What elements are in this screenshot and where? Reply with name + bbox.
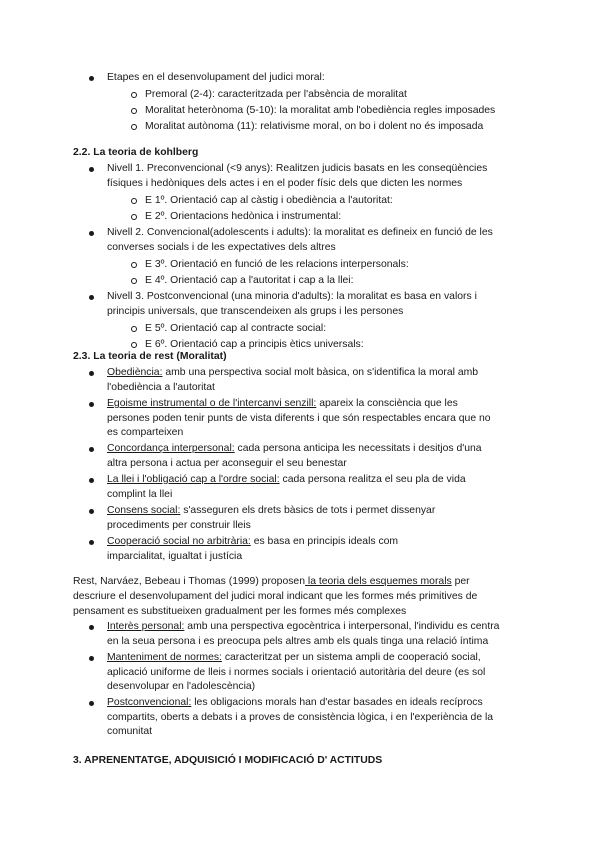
- schema-term: Postconvencional:: [107, 697, 192, 708]
- paragraph-line3: pensament es substitueixen gradualment per les formes més complexes: [73, 606, 407, 617]
- kohlberg-stage5: E 5º. Orientació cap al contracte social:: [145, 323, 327, 334]
- rest-item-2-line3: es comparteixen: [107, 427, 184, 438]
- bullet-marker: [89, 295, 94, 300]
- kohlberg-level3-line1: Nivell 3. Postconvencional (una minoria d'adults): la moralitat es basa en valors i: [107, 291, 477, 302]
- kohlberg-stage3: E 3º. Orientació en funció de les relacions interpersonals:: [145, 259, 409, 270]
- kohlberg-level1-line2: físiques i hedòniques dels actes i en el poder físic dels que dicten les normes: [107, 178, 463, 189]
- sub-bullet-marker: [131, 198, 137, 204]
- intro-item: Etapes en el desenvolupament del judici moral:: [107, 72, 325, 83]
- rest-term: La llei i l'obligació cap a l'ordre social:: [107, 474, 280, 485]
- bullet-marker: [89, 402, 94, 407]
- sub-bullet-marker: [131, 92, 137, 98]
- schema-item-1-line2: en la seua persona i es preocupa pels altres amb els quals tinga una relació íntima: [107, 636, 489, 647]
- bullet-marker: [89, 231, 94, 236]
- intro-sub-3: Moralitat autònoma (11): relativisme moral, on bo i dolent no és imposada: [145, 121, 484, 132]
- sub-bullet-marker: [131, 214, 137, 220]
- rest-item-3-line1: Concordança interpersonal: cada persona anticipa les necessitats i desitjos d'una: [107, 443, 482, 454]
- intro-sub-2: Moralitat heterònoma (5-10): la moralitat amb l'obediència regles imposades: [145, 105, 496, 116]
- rest-item-3-line2: altra persona i actua per aconseguir el seu benestar: [107, 458, 347, 469]
- bullet-marker: [89, 371, 94, 376]
- rest-item-1-line2: l'obediència a l'autoritat: [107, 382, 215, 393]
- kohlberg-stage4: E 4º. Orientació cap a l'autoritat i cap a la llei:: [145, 275, 354, 286]
- rest-item-6-line2: imparcialitat, igualtat i justícia: [107, 551, 243, 562]
- bullet-marker: [89, 656, 94, 661]
- sub-bullet-marker: [131, 326, 137, 332]
- rest-item-4-line1: La llei i l'obligació cap a l'ordre social: cada persona realitza el seu pla de vida: [107, 474, 466, 485]
- sub-bullet-marker: [131, 108, 137, 114]
- bullet-marker: [89, 478, 94, 483]
- schema-item-2-line3: desenvolupar en l'adolescència): [107, 681, 256, 692]
- rest-term: Consens social:: [107, 505, 181, 516]
- kohlberg-level2-line2: converses socials i de les expectatives dels altres: [107, 242, 336, 253]
- rest-item-1-line1: Obediència: amb una perspectiva social molt bàsica, on s'identifica la moral amb: [107, 367, 479, 378]
- rest-term: Concordança interpersonal:: [107, 443, 235, 454]
- kohlberg-level2-line1: Nivell 2. Convencional(adolescents i adults): la moralitat es defineix en funció de les: [107, 227, 493, 238]
- kohlberg-stage6: E 6º. Orientació cap a principis ètics universals:: [145, 339, 364, 350]
- bullet-marker: [89, 625, 94, 630]
- bullet-marker: [89, 509, 94, 514]
- schema-item-2-line1: Manteniment de normes: caracteritzat per un sistema ampli de cooperació social,: [107, 652, 481, 663]
- paragraph-line2: descriure el desenvolupament del judici moral indicant que les formes més primitives de: [73, 591, 478, 602]
- rest-item-2-line2: persones poden tenir punts de vista diferents i que són respectables encara que no: [107, 413, 491, 424]
- schema-item-2-line2: aplicació uniforme de lleis i normes socials i orientació autoritària del deure (es sol: [107, 667, 486, 678]
- bullet-marker: [89, 76, 94, 81]
- sub-bullet-marker: [131, 342, 137, 348]
- schema-term: Manteniment de normes:: [107, 652, 222, 663]
- rest-term: Cooperació social no arbitrària:: [107, 536, 251, 547]
- rest-term: Obediència:: [107, 367, 163, 378]
- sub-bullet-marker: [131, 262, 137, 268]
- kohlberg-stage2: E 2º. Orientacions hedònica i instrumental:: [145, 211, 342, 222]
- rest-item-5-line1: Consens social: s'asseguren els drets bàsics de tots i permet dissenyar: [107, 505, 436, 516]
- sub-bullet-marker: [131, 124, 137, 130]
- schema-item-1-line1: Interès personal: amb una perspectiva egocèntrica i interpersonal, l'individu es centra: [107, 621, 500, 632]
- bullet-marker: [89, 167, 94, 172]
- paragraph-term: la teoria dels esquemes morals: [305, 576, 452, 587]
- rest-item-4-line2: complint la llei: [107, 489, 173, 500]
- kohlberg-level3-line2: principis universals, que transcendeixen als grups i les persones: [107, 306, 404, 317]
- sub-bullet-marker: [131, 278, 137, 284]
- schema-term: Interès personal:: [107, 621, 185, 632]
- intro-sub-1: Premoral (2-4): caracteritzada per l'absència de moralitat: [145, 89, 407, 100]
- section3-heading: 3. APRENENTATGE, ADQUISICIÓ I MODIFICACIÓ D' ACTITUDS: [73, 755, 383, 766]
- rest-item-6-line1: Cooperació social no arbitrària: es basa en principis ideals com: [107, 536, 399, 547]
- bullet-marker: [89, 447, 94, 452]
- kohlberg-heading: 2.2. La teoria de kohlberg: [73, 147, 199, 158]
- kohlberg-stage1: E 1º. Orientació cap al càstig i obediència a l'autoritat:: [145, 195, 393, 206]
- schema-item-3-line3: comunitat: [107, 726, 153, 737]
- schema-item-3-line2: compartits, oberts a debats i a proves de consistència lògica, i en l'experiència de la: [107, 712, 494, 723]
- bullet-marker: [89, 540, 94, 545]
- rest-item-2-line1: Egoisme instrumental o de l'intercanvi senzill: apareix la consciència que les: [107, 398, 458, 409]
- rest-term: Egoisme instrumental o de l'intercanvi senzill:: [107, 398, 317, 409]
- kohlberg-level1-line1: Nivell 1. Preconvencional (<9 anys): Realitzen judicis basats en les conseqüències: [107, 163, 488, 174]
- paragraph-line1: Rest, Narváez, Bebeau i Thomas (1999) proposen la teoria dels esquemes morals per: [73, 576, 470, 587]
- schema-item-3-line1: Postconvencional: les obligacions morals han d'estar basades en ideals recíprocs: [107, 697, 483, 708]
- bullet-marker: [89, 701, 94, 706]
- rest-heading: 2.3. La teoria de rest (Moralitat): [73, 351, 227, 362]
- rest-item-5-line2: procediments per construir lleis: [107, 520, 251, 531]
